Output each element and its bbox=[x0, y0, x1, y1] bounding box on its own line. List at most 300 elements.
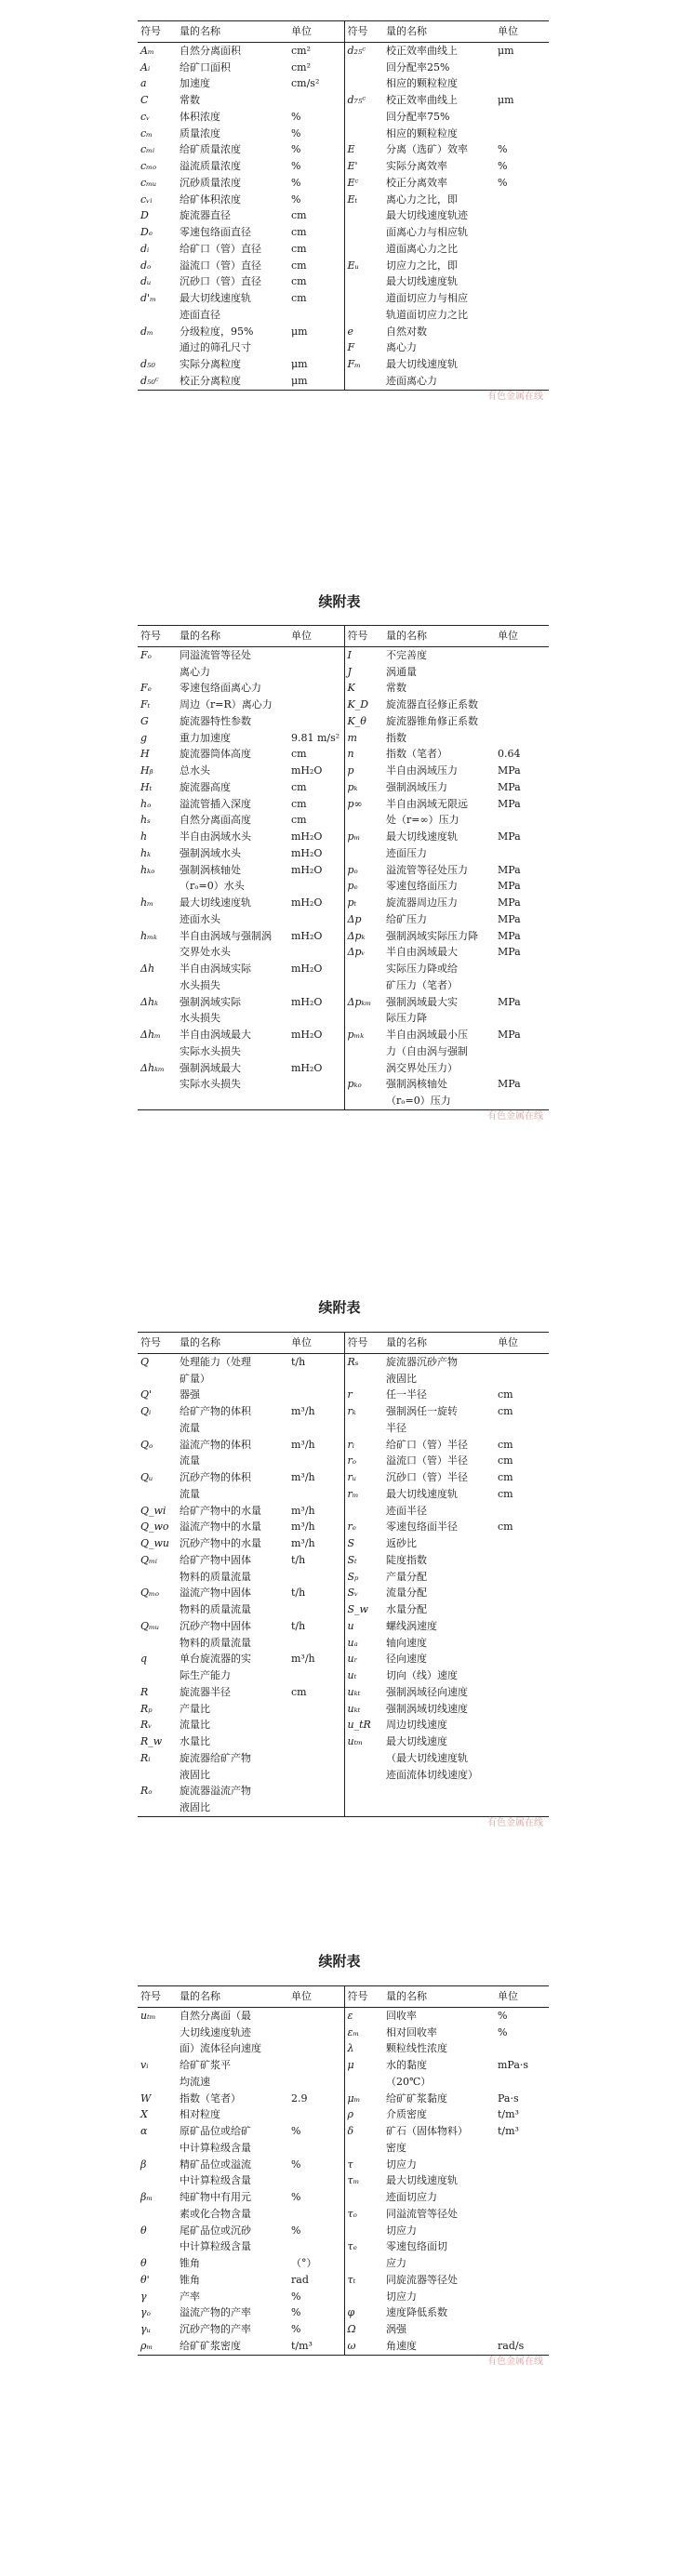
table-row bbox=[138, 1783, 549, 1799]
name-cell: 给矿质量浓度 bbox=[180, 143, 241, 156]
unit-cell: cm bbox=[288, 796, 344, 813]
name-cell: 大切线速度轨迹 bbox=[180, 2025, 251, 2038]
symbol-cell: R_w bbox=[140, 1735, 163, 1747]
symbol-cell: Δp bbox=[347, 912, 362, 925]
symbol-cell bbox=[344, 2255, 383, 2272]
symbol-cell: Rᵥ bbox=[140, 1719, 153, 1732]
unit-cell bbox=[495, 1010, 549, 1027]
name-cell: 最大切线速度轨 bbox=[180, 896, 251, 909]
watermark: 有色金属在线 bbox=[487, 1110, 543, 1122]
table-row bbox=[138, 1043, 549, 1060]
name-cell: 最大切线速度轨 bbox=[386, 358, 458, 370]
name-cell: 涡通量 bbox=[386, 665, 417, 678]
unit-cell bbox=[288, 664, 344, 681]
symbol-cell: u bbox=[347, 1619, 354, 1632]
symbol-cell: ε bbox=[347, 2009, 353, 2022]
symbol-cell bbox=[344, 977, 383, 994]
table-row bbox=[138, 1569, 549, 1586]
symbol-cell: λ bbox=[347, 2042, 354, 2055]
symbol-cell bbox=[344, 241, 383, 258]
name-cell: 旋流器周边压力 bbox=[386, 896, 458, 909]
symbol-cell bbox=[344, 2189, 383, 2206]
symbol-cell: Rₛ bbox=[347, 1355, 359, 1368]
unit-cell bbox=[495, 2238, 549, 2255]
name-cell: 际压力降 bbox=[386, 1012, 427, 1025]
name-cell: 旋流器特性参数 bbox=[180, 714, 251, 727]
header-symbol: 符号 bbox=[347, 1990, 368, 2002]
section-title: 续附表 bbox=[318, 593, 361, 610]
symbol-cell: d₂₅ᶜ bbox=[347, 44, 366, 57]
symbol-cell: X bbox=[140, 2108, 148, 2121]
unit-cell bbox=[495, 2321, 549, 2338]
name-cell: 液固比 bbox=[386, 1372, 417, 1385]
unit-cell: MPa bbox=[498, 863, 521, 876]
symbol-cell: Δhₘ bbox=[140, 1029, 161, 1041]
unit-cell: cm bbox=[288, 746, 344, 763]
table-header bbox=[138, 1986, 549, 2008]
table-row bbox=[138, 158, 549, 175]
table-row bbox=[138, 307, 549, 324]
table-3-wrap bbox=[138, 1332, 549, 1828]
unit-cell: mH₂O bbox=[288, 862, 344, 879]
unit-cell bbox=[495, 356, 549, 373]
table-row bbox=[138, 1486, 549, 1503]
unit-cell bbox=[288, 1799, 344, 1816]
table-2-wrap bbox=[138, 625, 549, 1122]
name-cell: 流量 bbox=[180, 1421, 200, 1434]
symbol-cell: Δhₖₘ bbox=[140, 1061, 165, 1074]
symbol-cell: Hₜ bbox=[140, 780, 153, 793]
symbol-cell bbox=[138, 1767, 177, 1784]
name-cell: 沉砂产物中的水量 bbox=[180, 1537, 261, 1549]
symbol-cell bbox=[344, 109, 383, 126]
unit-cell: m³/h bbox=[288, 1503, 344, 1520]
name-cell: 旋流器高度 bbox=[180, 780, 231, 793]
name-cell: 回分配率75% bbox=[386, 110, 450, 123]
name-cell: 同溢流管等径处 bbox=[386, 2207, 458, 2220]
table-row bbox=[138, 1535, 549, 1552]
unit-cell bbox=[288, 697, 344, 713]
table-row bbox=[138, 1651, 549, 1667]
symbol-cell bbox=[344, 1503, 383, 1520]
unit-cell bbox=[288, 2057, 344, 2074]
section-title: 续附表 bbox=[318, 1299, 361, 1316]
unit-cell bbox=[495, 1371, 549, 1388]
table-row bbox=[138, 1403, 549, 1420]
unit-cell: Pa·s bbox=[498, 2091, 519, 2105]
symbol-cell: Ω bbox=[347, 2323, 356, 2335]
symbol-cell: Δhₖ bbox=[140, 995, 159, 1008]
symbol-cell: J bbox=[347, 665, 352, 678]
table-row bbox=[138, 1503, 549, 1520]
symbol-cell: F bbox=[347, 341, 355, 354]
name-cell: 离心力之比，即 bbox=[386, 193, 458, 206]
header-symbol: 符号 bbox=[140, 630, 161, 642]
symbol-cell: hₖₒ bbox=[140, 863, 155, 876]
symbol-cell bbox=[344, 1750, 383, 1767]
header-unit: 单位 bbox=[288, 1986, 344, 2008]
table-row bbox=[138, 2206, 549, 2223]
symbol-cell bbox=[138, 1420, 177, 1437]
symbol-cell: cᵥ bbox=[140, 110, 151, 123]
unit-cell: % bbox=[288, 2304, 344, 2321]
name-cell: 零速包络面切 bbox=[386, 2240, 447, 2253]
name-cell: 道面切应力与相应 bbox=[386, 292, 468, 304]
table-row bbox=[138, 1733, 549, 1750]
symbol-cell bbox=[138, 1569, 177, 1586]
symbol-cell bbox=[138, 339, 177, 356]
symbol-cell: γₒ bbox=[140, 2306, 151, 2319]
name-cell: 给矿矿浆密度 bbox=[180, 2339, 241, 2352]
unit-cell: m³/h bbox=[288, 1519, 344, 1535]
symbol-cell: τₒ bbox=[347, 2207, 357, 2220]
unit-cell: MPa bbox=[498, 764, 521, 777]
unit-cell bbox=[495, 2223, 549, 2239]
table-row bbox=[138, 1667, 549, 1684]
table-row bbox=[138, 2289, 549, 2305]
table-row bbox=[138, 1767, 549, 1784]
unit-cell: % bbox=[288, 126, 344, 142]
name-cell: 陡度指数 bbox=[386, 1553, 427, 1566]
name-cell: 中计算粒级含量 bbox=[180, 2141, 251, 2154]
table-row bbox=[138, 1060, 549, 1077]
name-cell: 强制涡核轴处 bbox=[386, 1078, 447, 1091]
name-cell: 给矿产物中固体 bbox=[180, 1553, 251, 1566]
unit-cell bbox=[495, 1750, 549, 1767]
unit-cell: % bbox=[288, 192, 344, 208]
symbol-cell: α bbox=[140, 2125, 148, 2137]
unit-cell bbox=[495, 1569, 549, 1586]
symbol-cell: β bbox=[140, 2158, 147, 2171]
name-cell: 零速包络面离心力 bbox=[180, 682, 261, 695]
name-cell: 迹面压力 bbox=[386, 846, 427, 859]
symbol-cell: H bbox=[140, 748, 150, 761]
table-row bbox=[138, 2091, 549, 2107]
symbol-cell bbox=[344, 2223, 383, 2239]
name-cell: 溢流管插入深度 bbox=[180, 797, 251, 810]
symbol-cell: h bbox=[140, 830, 148, 843]
symbol-cell: uₜ bbox=[347, 1669, 357, 1681]
name-cell: （20℃） bbox=[386, 2075, 432, 2088]
unit-cell bbox=[495, 60, 549, 76]
unit-cell bbox=[288, 713, 344, 730]
unit-cell bbox=[288, 1750, 344, 1767]
name-cell: 流量 bbox=[180, 1487, 200, 1500]
unit-cell bbox=[288, 911, 344, 928]
symbol-cell bbox=[138, 2206, 177, 2223]
symbol-cell bbox=[344, 60, 383, 76]
symbol-cell: pₜ bbox=[347, 896, 357, 909]
table-row bbox=[138, 1618, 549, 1635]
symbol-cell bbox=[138, 911, 177, 928]
table-row bbox=[138, 2189, 549, 2206]
header-symbol: 符号 bbox=[347, 1336, 368, 1348]
unit-cell: % bbox=[498, 2009, 508, 2022]
unit-cell: t/h bbox=[288, 1585, 344, 1601]
symbol-cell: dₒ bbox=[140, 259, 152, 272]
unit-cell: cm bbox=[498, 1454, 513, 1467]
unit-cell: cm bbox=[288, 290, 344, 307]
header-unit: 单位 bbox=[288, 21, 344, 43]
name-cell: 半径 bbox=[386, 1421, 406, 1434]
unit-cell: % bbox=[288, 2157, 344, 2173]
unit-cell bbox=[288, 1717, 344, 1733]
symbol-cell bbox=[138, 1601, 177, 1618]
table-row bbox=[138, 928, 549, 945]
name-cell: 强制涡域最大实 bbox=[386, 995, 458, 1008]
symbol-cell: uₜₘ bbox=[347, 1735, 364, 1747]
unit-cell: μm bbox=[498, 94, 514, 106]
unit-cell bbox=[288, 2172, 344, 2189]
symbol-cell bbox=[138, 2040, 177, 2057]
symbol-cell: rₘ bbox=[347, 1487, 359, 1500]
unit-cell bbox=[495, 845, 549, 862]
unit-cell: MPa bbox=[498, 912, 521, 925]
name-cell: 产量比 bbox=[180, 1702, 210, 1715]
name-cell: 强制涡核轴处 bbox=[180, 863, 241, 876]
unit-cell bbox=[288, 1076, 344, 1093]
name-cell: 最大切线速度 bbox=[386, 1735, 447, 1747]
name-cell: 产量分配 bbox=[386, 1570, 427, 1583]
unit-cell: MPa bbox=[498, 946, 521, 959]
name-cell: 半自由涡域最大 bbox=[180, 1029, 251, 1041]
name-cell: 最大切线速度轨 bbox=[386, 2174, 458, 2187]
unit-cell bbox=[288, 2074, 344, 2091]
unit-cell bbox=[495, 1535, 549, 1552]
name-cell: 颗粒线性浓度 bbox=[386, 2042, 447, 2055]
name-cell: 校正分离效率 bbox=[386, 176, 447, 189]
watermark: 有色金属在线 bbox=[487, 1817, 543, 1828]
symbol-cell: n bbox=[347, 748, 354, 761]
table-row bbox=[138, 895, 549, 911]
unit-cell: MPa bbox=[498, 797, 521, 810]
unit-cell bbox=[288, 1043, 344, 1060]
symbol-cell: pₘ bbox=[347, 830, 361, 843]
table-row bbox=[138, 1371, 549, 1388]
unit-cell: MPa bbox=[498, 929, 521, 942]
name-cell: 给矿矿浆黏度 bbox=[386, 2091, 447, 2105]
symbol-cell bbox=[138, 944, 177, 961]
symbol-cell: vᵢ bbox=[140, 2059, 149, 2071]
name-cell: 迹面半径 bbox=[386, 1504, 427, 1517]
name-cell: 切应力 bbox=[386, 2224, 417, 2237]
symbol-cell: q bbox=[140, 1653, 148, 1666]
name-cell: 相对粒度 bbox=[180, 2108, 220, 2121]
symbol-cell bbox=[138, 2074, 177, 2091]
unit-cell: cm bbox=[498, 1388, 513, 1401]
symbol-cell bbox=[138, 1799, 177, 1816]
name-cell: （rₒ=0）水头 bbox=[180, 880, 245, 893]
name-cell bbox=[383, 1799, 495, 1816]
name-cell: 应力 bbox=[386, 2257, 406, 2269]
header-symbol: 符号 bbox=[347, 630, 368, 642]
symbol-cell bbox=[138, 878, 177, 895]
symbol-cell: K_D bbox=[347, 698, 369, 710]
unit-cell: （°） bbox=[288, 2255, 344, 2272]
unit-cell: 9.81 m/s² bbox=[288, 730, 344, 747]
name-cell: 锥角 bbox=[180, 2273, 200, 2286]
unit-cell bbox=[288, 1486, 344, 1503]
unit-cell: % bbox=[288, 2123, 344, 2140]
header-name: 量的名称 bbox=[180, 25, 220, 37]
table-row bbox=[138, 961, 549, 977]
symbol-cell bbox=[344, 75, 383, 92]
name-cell: 加速度 bbox=[180, 77, 210, 90]
symbol-cell: hₛ bbox=[140, 814, 151, 827]
symbol-cell: E bbox=[347, 143, 355, 156]
header-unit: 单位 bbox=[498, 1336, 518, 1348]
unit-cell: cm bbox=[288, 812, 344, 829]
symbol-cell: rₖ bbox=[347, 1405, 356, 1417]
name-cell: 旋流器直径 bbox=[180, 209, 231, 222]
symbol-cell: φ bbox=[347, 2306, 355, 2319]
unit-cell: cm bbox=[288, 224, 344, 241]
unit-cell: rad bbox=[288, 2272, 344, 2289]
name-cell: 轴向速度 bbox=[386, 1636, 427, 1649]
name-cell: 校正分离粒度 bbox=[180, 374, 241, 387]
table-row bbox=[138, 697, 549, 713]
name-cell: 轨道面切应力之比 bbox=[386, 308, 468, 321]
unit-cell: % bbox=[288, 158, 344, 175]
name-cell: 迹面水头 bbox=[180, 912, 220, 925]
name-cell: 产率 bbox=[180, 2290, 200, 2303]
unit-cell bbox=[495, 1651, 549, 1667]
header-name: 量的名称 bbox=[180, 630, 220, 642]
table-row bbox=[138, 1010, 549, 1027]
name-cell: 强制涡域压力 bbox=[386, 780, 447, 793]
unit-cell: m³/h bbox=[288, 1651, 344, 1667]
unit-cell: % bbox=[288, 2223, 344, 2239]
table-row bbox=[138, 141, 549, 158]
unit-cell bbox=[495, 730, 549, 747]
unit-cell: mH₂O bbox=[288, 961, 344, 977]
symbol-cell bbox=[344, 1043, 383, 1060]
unit-cell bbox=[288, 1453, 344, 1469]
table-row bbox=[138, 258, 549, 274]
symbol-cell: μ bbox=[347, 2059, 354, 2071]
name-cell: 沉砂口（管）半径 bbox=[386, 1471, 468, 1483]
name-cell: 同旋流器等径处 bbox=[386, 2273, 458, 2286]
symbol-cell: cₘₒ bbox=[140, 160, 157, 172]
unit-cell: mH₂O bbox=[288, 1027, 344, 1043]
table-row bbox=[138, 2057, 549, 2074]
header-unit: 单位 bbox=[498, 1990, 518, 2002]
symbol-cell bbox=[344, 845, 383, 862]
symbol-cell: uₖₜ bbox=[347, 1685, 361, 1698]
symbol-cell bbox=[344, 1010, 383, 1027]
table-row bbox=[138, 646, 549, 663]
table-row bbox=[138, 862, 549, 879]
unit-cell bbox=[495, 2304, 549, 2321]
name-cell: 溢流质量浓度 bbox=[180, 160, 241, 172]
table-row bbox=[138, 994, 549, 1011]
name-cell: 回分配率25% bbox=[386, 60, 450, 73]
unit-cell: MPa bbox=[498, 995, 521, 1008]
unit-cell bbox=[495, 2172, 549, 2189]
symbol-cell bbox=[344, 961, 383, 977]
name-cell: 沉砂口（管）直径 bbox=[180, 275, 261, 288]
symbol-cell: m bbox=[347, 731, 357, 744]
symbol-cell: d₇₅ᶜ bbox=[347, 94, 366, 106]
name-cell: 最大切线速度轨迹 bbox=[386, 209, 468, 222]
name-cell: 面离心力与相应轨 bbox=[386, 226, 468, 238]
unit-cell bbox=[495, 812, 549, 829]
table-row bbox=[138, 1601, 549, 1618]
name-cell: 半自由涡域最小压 bbox=[386, 1029, 468, 1041]
name-cell: 水量比 bbox=[180, 1735, 210, 1747]
symbol-cell bbox=[344, 1371, 383, 1388]
table-header bbox=[138, 21, 549, 43]
symbol-cell bbox=[344, 224, 383, 241]
name-cell: 最大切线速度轨 bbox=[386, 1487, 458, 1500]
symbol-cell bbox=[138, 2172, 177, 2189]
table-row bbox=[138, 1437, 549, 1454]
unit-cell: % bbox=[288, 141, 344, 158]
table-row bbox=[138, 713, 549, 730]
symbol-cell: Fₘ bbox=[347, 358, 361, 370]
symbol-table bbox=[138, 20, 549, 391]
unit-cell bbox=[495, 2272, 549, 2289]
name-cell: 通过的筛孔尺寸 bbox=[180, 341, 251, 354]
table-row bbox=[138, 241, 549, 258]
name-cell: 角速度 bbox=[386, 2339, 417, 2352]
name-cell: 回收率 bbox=[386, 2009, 417, 2022]
symbol-cell: βₘ bbox=[140, 2191, 153, 2203]
symbol-cell bbox=[138, 664, 177, 681]
name-cell: 水量分配 bbox=[386, 1603, 427, 1615]
name-cell: 切向（线）速度 bbox=[386, 1669, 458, 1681]
header-unit: 单位 bbox=[498, 25, 518, 37]
unit-cell: % bbox=[498, 143, 508, 156]
symbol-cell: γ bbox=[140, 2290, 147, 2303]
unit-cell: t/h bbox=[288, 1552, 344, 1569]
unit-cell: mH₂O bbox=[288, 763, 344, 779]
unit-cell bbox=[288, 92, 344, 109]
symbol-cell bbox=[138, 1453, 177, 1469]
header-symbol: 符号 bbox=[140, 1336, 161, 1348]
table-row bbox=[138, 2321, 549, 2338]
name-cell: 实际压力降或给 bbox=[386, 963, 458, 975]
name-cell: 半自由涡域最大 bbox=[386, 946, 458, 959]
symbol-cell: rₒ bbox=[347, 1454, 356, 1467]
unit-cell bbox=[495, 713, 549, 730]
symbol-cell bbox=[138, 2238, 177, 2255]
table-1-wrap bbox=[138, 20, 549, 402]
unit-cell: % bbox=[498, 176, 508, 189]
unit-cell: t/m³ bbox=[498, 2108, 519, 2121]
unit-cell bbox=[495, 1684, 549, 1701]
table-row bbox=[138, 192, 549, 208]
name-cell: 螺线涡速度 bbox=[386, 1619, 437, 1632]
symbol-cell bbox=[138, 1371, 177, 1388]
name-cell bbox=[383, 1783, 495, 1799]
unit-cell bbox=[288, 2025, 344, 2041]
symbol-cell: I bbox=[347, 648, 352, 661]
symbol-cell bbox=[344, 1093, 383, 1109]
symbol-cell: Hᵦ bbox=[140, 764, 153, 777]
unit-cell bbox=[288, 2007, 344, 2024]
symbol-cell: S_w bbox=[347, 1603, 368, 1615]
header-unit: 单位 bbox=[288, 626, 344, 647]
name-cell: 器强 bbox=[180, 1388, 200, 1401]
symbol-cell bbox=[138, 1010, 177, 1027]
name-cell: 迹面直径 bbox=[180, 308, 220, 321]
header-name: 量的名称 bbox=[386, 1990, 427, 2002]
symbol-cell bbox=[344, 307, 383, 324]
table-4-wrap bbox=[138, 1985, 549, 2367]
symbol-cell: τₑ bbox=[347, 2240, 357, 2253]
table-row bbox=[138, 1519, 549, 1535]
